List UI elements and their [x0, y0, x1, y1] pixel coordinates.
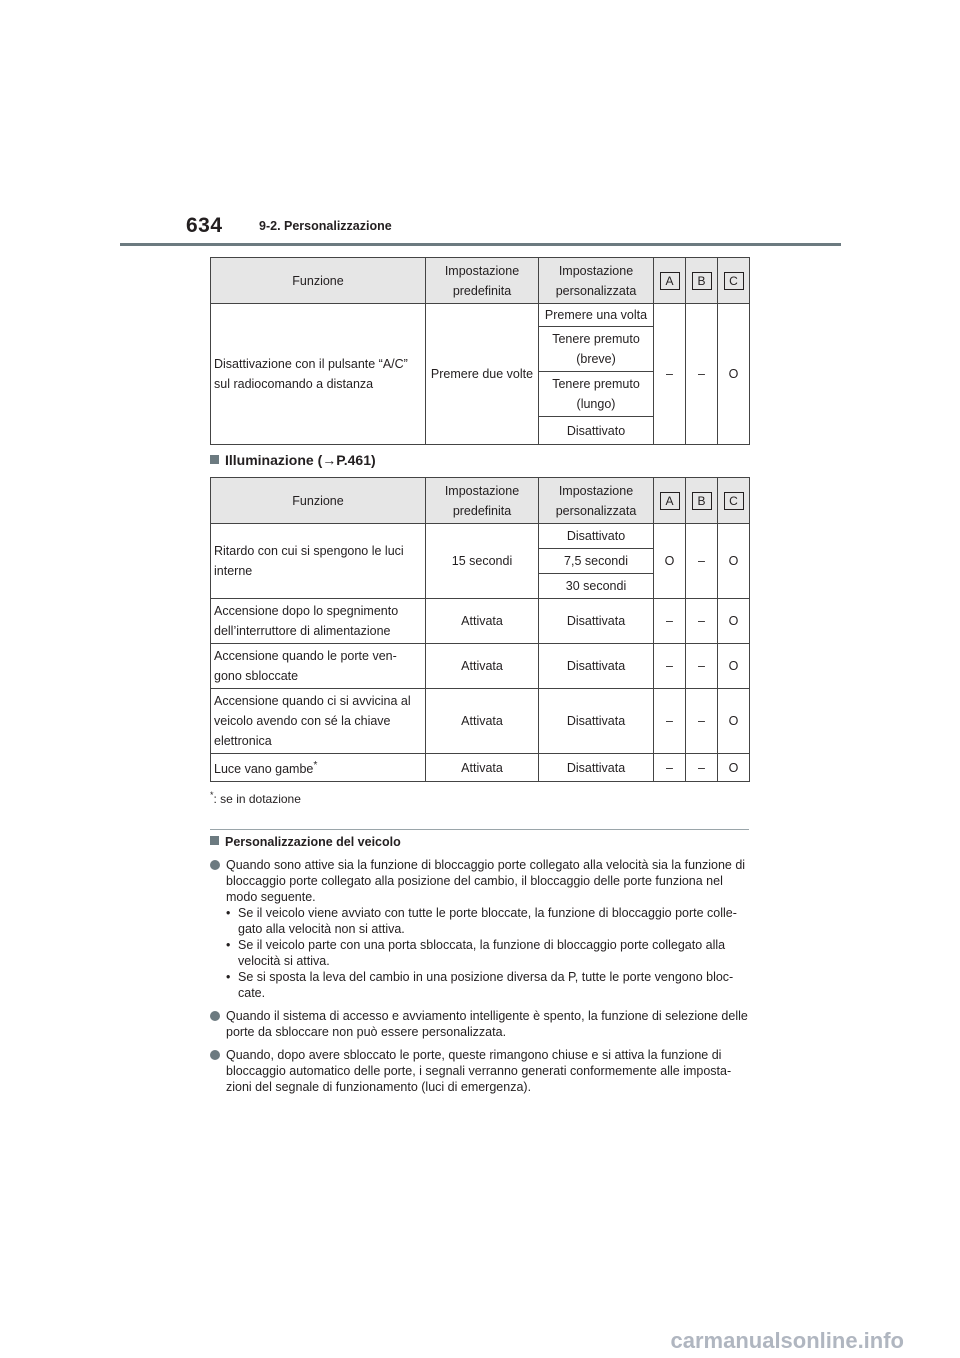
- cell-default: 15 secondi: [426, 524, 539, 599]
- cell-default: Attivata: [426, 644, 539, 689]
- illuminazione-heading: [210, 452, 376, 468]
- table-header-row: [211, 258, 750, 304]
- cell-function: Accensione quando le porte ven-gono sbloccate: [211, 644, 426, 689]
- square-bullet-icon: [210, 455, 219, 464]
- customization-table-lighting: [210, 477, 750, 782]
- header-c-box: C: [724, 492, 744, 510]
- header-funzione: Funzione: [211, 478, 426, 524]
- cell-b: –: [686, 689, 718, 754]
- cell-c: O: [718, 689, 750, 754]
- cell-b: –: [686, 644, 718, 689]
- cell-custom: Disattivata: [539, 754, 654, 782]
- header-c-box: C: [724, 272, 744, 290]
- cell-option: Tenere premuto (breve): [539, 327, 654, 372]
- watermark: carmanualsonline.info: [670, 1328, 904, 1353]
- dot-bullet-icon: •: [226, 906, 231, 920]
- note-text: Quando, dopo avere sbloccato le porte, queste rimangono chiuse e si attiva la funzione di bloccaggio automatico delle porte, i segnali verranno generati conformemente alle imposta-zioni del segnale di funzionamento (luci di emergenza).: [226, 1048, 732, 1094]
- cell-option: 30 secondi: [539, 574, 654, 599]
- cell-b: –: [686, 304, 718, 445]
- cell-function: [211, 754, 426, 782]
- sub-item: [210, 937, 750, 969]
- table-header-row: [211, 478, 750, 524]
- customization-table-remote: [210, 257, 750, 445]
- notes-heading-text: Personalizzazione del veicolo: [225, 835, 401, 849]
- table-row: [211, 599, 750, 644]
- cell-a: –: [654, 644, 686, 689]
- cell-b: –: [686, 524, 718, 599]
- sub-item: [210, 969, 750, 1001]
- notes-rule: [210, 829, 749, 830]
- cell-a: O: [654, 524, 686, 599]
- function-label: Luce vano gambe: [214, 762, 314, 777]
- cell-option: Disattivato: [539, 524, 654, 549]
- cell-a: –: [654, 754, 686, 782]
- note-item: [210, 1047, 750, 1095]
- note-item: [210, 857, 750, 1001]
- table-row: [211, 689, 750, 754]
- cell-default: Attivata: [426, 599, 539, 644]
- cell-b: –: [686, 754, 718, 782]
- cell-custom: Disattivata: [539, 689, 654, 754]
- cell-c: O: [718, 754, 750, 782]
- dot-bullet-icon: •: [226, 970, 231, 984]
- illuminazione-title: Illuminazione (→P.461): [225, 452, 376, 468]
- header-funzione: Funzione: [211, 258, 426, 304]
- table-row: [211, 644, 750, 689]
- cell-c: O: [718, 524, 750, 599]
- header-custom: Impostazione personalizzata: [539, 478, 654, 524]
- note-item: [210, 1008, 750, 1040]
- header-b-box: B: [692, 272, 712, 290]
- cell-function: Accensione dopo lo spegnimento dell’interruttore di alimentazione: [211, 599, 426, 644]
- cell-c: O: [718, 599, 750, 644]
- footnote-text: : se in dotazione: [213, 792, 301, 806]
- cell-default: Attivata: [426, 689, 539, 754]
- header-custom: Impostazione personalizzata: [539, 258, 654, 304]
- circle-bullet-icon: [210, 1011, 220, 1021]
- circle-bullet-icon: [210, 1050, 220, 1060]
- cell-option: Disattivato: [539, 417, 654, 445]
- cell-c: O: [718, 304, 750, 445]
- cell-custom: Disattivata: [539, 599, 654, 644]
- header-rule: [120, 243, 841, 246]
- footnote: [210, 790, 301, 806]
- cell-a: –: [654, 304, 686, 445]
- cell-option: Tenere premuto (lungo): [539, 372, 654, 417]
- cell-a: –: [654, 689, 686, 754]
- table-row: [211, 754, 750, 782]
- cell-b: –: [686, 599, 718, 644]
- cell-function: Disattivazione con il pulsante “A/C” sul radiocomando a distanza: [211, 304, 426, 445]
- footnote-mark: *: [313, 759, 318, 771]
- header-default: Impostazione predefinita: [426, 478, 539, 524]
- sub-item-text: Se il veicolo parte con una porta sbloccata, la funzione di bloccaggio porte collegato alla velocità si attiva.: [238, 938, 726, 968]
- notes-section: [210, 834, 750, 1102]
- cell-a: –: [654, 599, 686, 644]
- cell-c: O: [718, 644, 750, 689]
- cell-default: Premere due volte: [426, 304, 539, 445]
- sub-item-text: Se il veicolo viene avviato con tutte le porte bloccate, la funzione di bloccaggio porte colle-gato alla velocità non si attiva.: [238, 906, 737, 936]
- sub-item-text: Se si sposta la leva del cambio in una posizione diversa da P, tutte le porte vengono bloc-cate.: [238, 970, 734, 1000]
- page-number: 634: [186, 214, 223, 237]
- note-text: Quando il sistema di accesso e avviamento intelligente è spento, la funzione di selezione delle porte da sbloccare non può essere personalizzata.: [226, 1009, 748, 1039]
- cell-function: Accensione quando ci si avvicina al veicolo avendo con sé la chiave elettronica: [211, 689, 426, 754]
- dot-bullet-icon: •: [226, 938, 231, 952]
- header-a-box: A: [660, 272, 680, 290]
- header-default: Impostazione predefinita: [426, 258, 539, 304]
- notes-heading: [210, 834, 750, 850]
- cell-default: Attivata: [426, 754, 539, 782]
- section-title: 9-2. Personalizzazione: [259, 219, 392, 233]
- cell-function: Ritardo con cui si spengono le luci interne: [211, 524, 426, 599]
- table-row: [211, 524, 750, 549]
- header-a-box: A: [660, 492, 680, 510]
- sub-item: [210, 905, 750, 937]
- cell-custom: Disattivata: [539, 644, 654, 689]
- cell-option: Premere una volta: [539, 304, 654, 327]
- header-b-box: B: [692, 492, 712, 510]
- table-row: [211, 304, 750, 327]
- circle-bullet-icon: [210, 860, 220, 870]
- note-text: Quando sono attive sia la funzione di bloccaggio porte collegato alla velocità sia la funzione di bloccaggio porte collegato alla posizione del cambio, il bloccaggio delle porte funziona nel modo seguente.: [226, 858, 746, 904]
- footnote-mark: *: [210, 790, 214, 800]
- square-bullet-icon: [210, 836, 219, 845]
- cell-option: 7,5 secondi: [539, 549, 654, 574]
